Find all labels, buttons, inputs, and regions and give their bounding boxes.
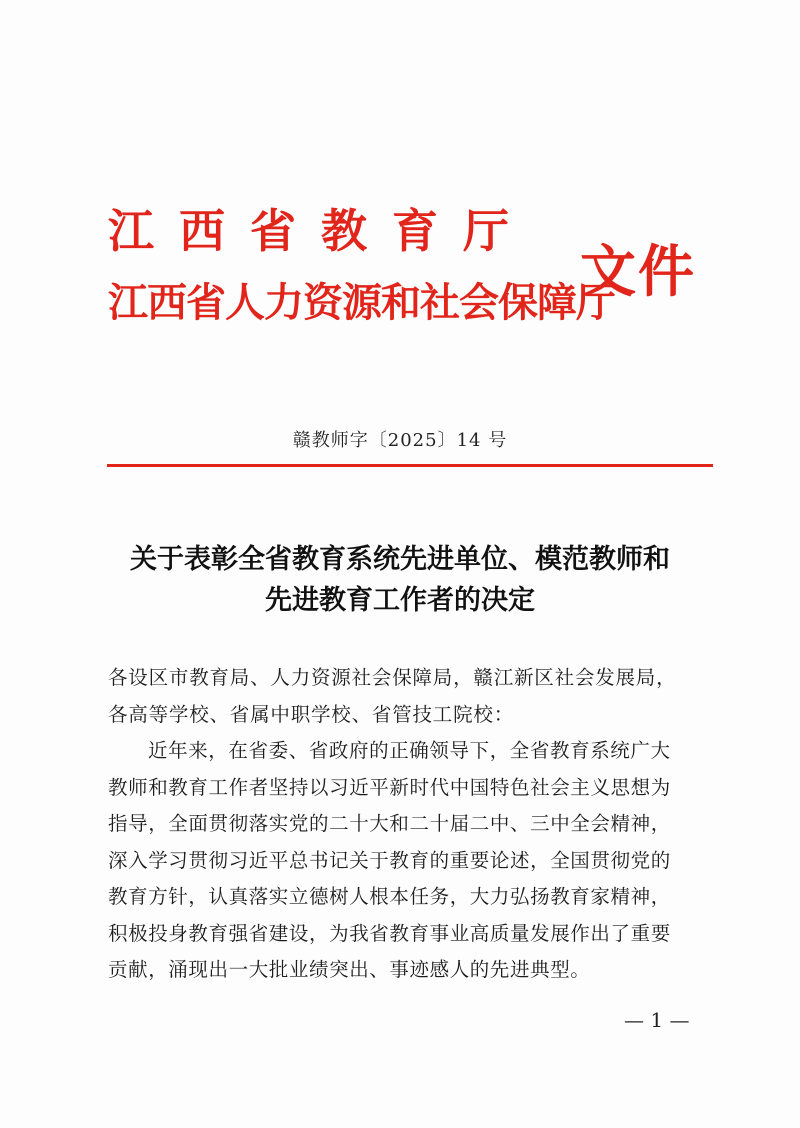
- paragraph-line: 积极投身教育强省建设，为我省教育事业高质量发展作出了重要: [108, 921, 671, 945]
- paragraph-line: 深入学习贯彻习近平总书记关于教育的重要论述，全国贯彻党的: [108, 848, 671, 872]
- addressee-line: 各高等学校、省属中职学校、省管技工院校：: [108, 702, 515, 726]
- document-title-line-1: 关于表彰全省教育系统先进单位、模范教师和: [130, 544, 670, 575]
- paragraph-line: 指导，全面贯彻落实党的二十大和二十届二中、三中全会精神，: [108, 812, 671, 835]
- paragraph-line: 贡献，涌现出一大批业绩突出、事迹感人的先进典型。: [108, 958, 591, 981]
- paragraph-line: 近年来，在省委、省政府的正确领导下，全省教育系统广大: [148, 739, 671, 762]
- issuing-organ-education-dept: 江西省教育厅: [108, 204, 534, 258]
- paragraph-line: 教师和教育工作者坚持以习近平新时代中国特色社会主义思想为: [108, 775, 671, 799]
- document-number: 赣教师字〔2025〕14 号: [292, 430, 508, 451]
- addressee-line: 各设区市教育局、人力资源社会保障局，赣江新区社会发展局，: [108, 666, 677, 689]
- document-body: [108, 660, 718, 989]
- red-separator-line: [107, 464, 713, 467]
- document-type-label: 文件: [580, 239, 696, 305]
- document-title-line-2: 先进教育工作者的决定: [265, 585, 535, 616]
- issuing-organ-human-resources-dept: 江西省人力资源和社会保障厅: [108, 279, 615, 326]
- paragraph-line: 教育方针，认真落实立德树人根本任务，大力弘扬教育家精神，: [108, 885, 671, 908]
- page-number: — 1 —: [624, 1008, 690, 1032]
